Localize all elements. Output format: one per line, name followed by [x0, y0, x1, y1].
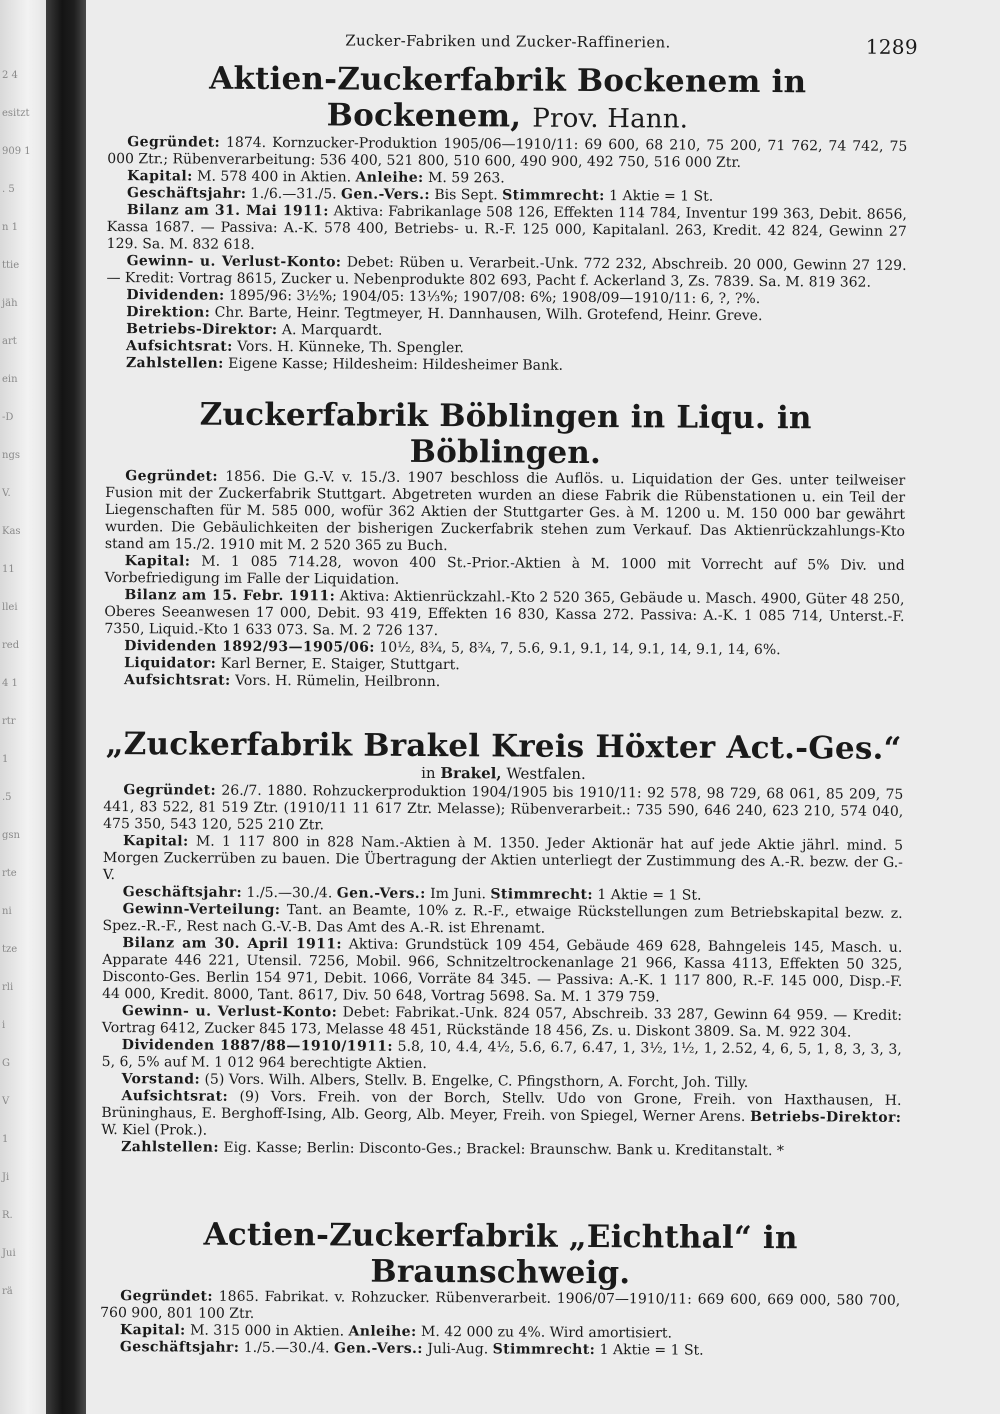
entry-paragraph — [104, 672, 904, 694]
entry-paragraph — [106, 253, 906, 292]
company-entry-brakel — [101, 726, 904, 1221]
running-head-text: Zucker-Fabriken und Zucker-Raffinerien. — [345, 31, 671, 52]
page-number: 1289 — [865, 34, 918, 59]
field-value: M. 578 400 in Aktien. — [197, 168, 352, 186]
facing-page-fragment: . 5 — [2, 184, 15, 195]
field-key: Dividenden 1887/88—1910/1911: — [121, 1037, 394, 1055]
subtitle-town: Brakel, — [440, 764, 502, 783]
field-key: Liquidator: — [124, 655, 217, 672]
company-entry-eichthal — [100, 1216, 901, 1359]
facing-page-fragment: tze — [2, 944, 18, 955]
field-key: Direktion: — [126, 304, 211, 321]
field-value: Debet: Rüben u. Verarbeit.-Unk. 772 232, Abschreib. 20 000, Gewinn 27 129. — Kredit: Vortrag 8615, Zucker u. Nebenprodukte 802 693, Pacht f. Ackerland 3, Zs. 7839. Sa. M. 819 362. — [106, 254, 907, 291]
field-value: Eig. Kasse; Berlin: Disconto-Ges.; Brackel: Braunschw. Bank u. Kreditanstalt. * — [223, 1139, 784, 1160]
entry-title-suffix: Prov. Hann. — [532, 103, 689, 135]
field-key: Aufsichtsrat: — [126, 338, 233, 355]
field-key: Stimmrecht: — [492, 1341, 596, 1359]
field-key: Aufsichtsrat: — [123, 672, 231, 689]
company-entry-boeblingen — [104, 396, 906, 731]
field-value: Aktiva: Aktienrückzahl.-Kto 2 520 365, Gebäude u. Masch. 4900, Güter 48 250, Oberes Seeanwesen 17 000, Debit. 93 419, Effekten 16 830, Kassa 272. Passiva: A.-K. 1 085 714, Unterst.-F. 7350, Liquid.-Kto 1 633 073. Sa. M. 2 726 137. — [104, 588, 905, 640]
field-key: Geschäftsjahr: — [126, 185, 247, 202]
field-key: Bilanz am 30. April 1911: — [122, 935, 343, 953]
facing-page-fragment: ni — [2, 906, 12, 917]
entry-paragraph — [100, 1288, 900, 1327]
field-value: 1874. Kornzucker-Produktion 1905/06—1910/11: 69 600, 68 210, 75 200, 71 762, 74 742, 75 000 Ztr.; Rübenverarbeitung: 536 400, 521 800, 510 600, 490 900, 492 750, 516 000 Ztr. — [107, 134, 908, 171]
entry-title — [105, 396, 905, 473]
entry-paragraph — [102, 901, 902, 940]
field-key: Betriebs-Direktor: — [750, 1108, 902, 1126]
field-key: Gen.-Vers.: — [336, 885, 426, 902]
facing-page-fragment: .5 — [2, 792, 12, 803]
facing-page-fragment: llei — [2, 602, 18, 613]
field-value: Debet: Fabrikat.-Unk. 824 057, Abschreib. 33 287, Gewinn 64 959. — Kredit: Vortrag 6412, Zucker 845 173, Melasse 48 451, Rückstände 18 456, Zs. u. Diskont 3809. Sa. M. 922 304. — [101, 1004, 903, 1041]
field-key: Gegründet: — [127, 134, 221, 151]
facing-page-fragment: red — [2, 640, 20, 651]
field-key: Gewinn- u. Verlust-Konto: — [121, 1003, 338, 1021]
field-value: A. Marquardt. — [281, 322, 383, 339]
field-value: M. 1 117 800 in 828 Nam.-Aktien à M. 1350. Jeder Aktionär hat auf jede Aktie jährl. mind. 5 Morgen Zuckerrüben zu bauen. Die Übertragung der Aktien unterliegt der Zustimmung des A.-R. bezw. der G.-V. — [102, 833, 904, 884]
field-value: Aktiva: Grundstück 109 454, Gebäude 469 628, Bahngeleis 145, Masch. u. Apparate 446 221, Utensil. 7256, Mobil. 966, Schnitzeltrockenanlage 21 966, Kassa 4113, Effekten 50 325, Disconto-Ges. Berlin 154 971, Debit. 1066, Vorräte 84 345. — Passiva: A.-K. 1 117 800, R.-F. 145 000, Disp.-F. 44 000, Kredit. 8000, Tant. 8617, Div. 50 648, Vortrag 5698. Sa. M. 1 379 759. — [102, 936, 903, 1006]
facing-page-fragment: V. — [2, 488, 11, 499]
field-value: 1./5.—30./4. — [246, 884, 333, 902]
entry-paragraph — [107, 202, 907, 258]
field-value: M. 315 000 in Aktien. — [190, 1322, 345, 1340]
field-key: Geschäftsjahr: — [119, 1339, 240, 1356]
field-value: Eigene Kasse; Hildesheim: Hildesheimer Bank. — [228, 355, 564, 374]
field-value: W. Kiel (Prok.). — [101, 1121, 208, 1139]
field-value: Tant. an Beamte, 10% z. R.-F., etwaige Rückstellungen zum Betriebskapital bezw. z. Spez.-R.-F., Rest nach G.-V.-B. Das Amt des A.-R. ist Ehrenamt. — [102, 902, 903, 937]
entry-paragraph — [105, 553, 905, 592]
facing-page-fragment: 1 — [2, 754, 9, 765]
entry-title — [104, 726, 904, 767]
entry-paragraph — [102, 935, 902, 1008]
entry-title-text: Aktien-Zuckerfabrik Bockenem in Bockenem, — [209, 60, 807, 135]
entry-paragraph — [101, 1088, 901, 1144]
facing-page-fragment: ttie — [2, 260, 20, 271]
facing-page-fragment: 4 1 — [2, 678, 18, 689]
field-value: 26./7. 1880. Rohzuckerproduktion 1904/1905 bis 1910/11: 92 578, 98 729, 68 061, 85 209, 75 441, 83 522, 81 519 Ztr. (1910/11 11 617 Ztr. Melasse); Rübenverarbeit.: 735 590, 646 240, 623 210, 574 040, 475 350, 543 120, 525 210 Ztr. — [103, 782, 904, 834]
field-key: Geschäftsjahr: — [122, 884, 243, 901]
field-key: Vorstand: — [121, 1071, 201, 1088]
field-value: Karl Berner, E. Staiger, Stuttgart. — [220, 655, 460, 674]
facing-page-fragment: n 1 — [2, 222, 18, 233]
facing-page-fragment: 1 — [2, 1134, 9, 1145]
field-key: Gen.-Vers.: — [333, 1340, 423, 1357]
entry-title — [107, 60, 907, 139]
facing-page-fragment: 909 1 — [2, 146, 31, 157]
field-value: 5.8, 10, 4.4, 4½, 5.6, 6.7, 6.47, 1, 3½, 1½, 1, 2.52, 4, 6, 5, 1, 8, 3, 3, 3, 5, 6, 5% auf M. 1 012 964 berechtigte Aktien. — [101, 1038, 902, 1072]
subtitle-prefix: in — [421, 763, 436, 783]
facing-page-fragment: rtr — [2, 716, 16, 727]
field-key: Kapital: — [120, 1322, 186, 1339]
facing-page-fragment: rä — [2, 1286, 13, 1297]
field-value: 1 Aktie = 1 St. — [597, 887, 702, 904]
facing-page-fragment: Ji — [2, 1172, 10, 1183]
facing-page-fragment: i — [2, 1020, 6, 1031]
facing-page-fragment: Kas — [2, 526, 21, 537]
company-entry-bockenem — [106, 60, 908, 401]
facing-page-fragment: G — [2, 1058, 10, 1069]
entry-paragraph — [100, 1339, 900, 1361]
entry-paragraph — [101, 1139, 901, 1161]
facing-page-edge — [0, 0, 46, 1414]
field-value: M. 59 263. — [428, 169, 505, 187]
field-value: 10½, 8¾, 5, 8¾, 7, 5.6, 9.1, 9.1, 14, 9.1, 14, 9.1, 14, 6%. — [379, 639, 781, 659]
entry-title-text: Zuckerfabrik Böblingen in Liqu. in Böblingen. — [199, 396, 812, 472]
field-key: Gewinn-Verteilung: — [122, 901, 281, 919]
facing-page-fragment: rli — [2, 982, 14, 993]
field-value: 1895/96: 3½%; 1904/05: 13⅓%; 1907/08: 6%; 1908/09—1910/11: 6, ?, ?%. — [229, 287, 761, 307]
running-head — [108, 30, 918, 65]
book-gutter — [46, 0, 86, 1414]
field-key: Gegründet: — [125, 468, 219, 485]
facing-page-fragment: art — [2, 336, 17, 347]
field-value: 1856. Die G.-V. v. 15./3. 1907 beschloss die Auflös. u. Liquidation der Ges. unter teilweiser Fusion mit der Zuckerfabrik Stuttgart. Abgetreten wurden an diese Fabrik die Rübenstationen u. ein Teil der Liegenschaften für M. 585 000, wofür 362 Aktien der Stuttgarter Ges. à M. 1200 u. M. 150 000 bar gewährt wurden. Die Gebäulichkeiten der bisherigen Zuckerfabrik stehen zum Verkauf. Das Aktienrückzahlungs-Kto stand am 15./2. 1910 mit M. 2 520 365 zu Buch. — [104, 468, 906, 555]
entry-paragraph — [104, 587, 904, 643]
facing-page-fragment: ngs — [2, 450, 20, 461]
field-key: Betriebs-Direktor: — [126, 321, 278, 339]
entry-paragraph — [107, 134, 907, 173]
field-key: Gewinn- u. Verlust-Konto: — [126, 253, 342, 271]
entry-paragraph — [103, 782, 903, 838]
entry-paragraph — [106, 355, 906, 377]
facing-page-fragment: gsn — [2, 830, 20, 841]
field-value: Aktiva: Fabrikanlage 508 126, Effekten 114 784, Inventur 199 363, Debit. 8656, Kassa 1687. — Passiva: A.-K. 578 400, Betriebs- u. R.-F. 125 000, Kapitalanl. 263, Kredit. 42 824, Gewinn 27 129. Sa. M. 832 618. — [106, 203, 907, 253]
field-value: 1 Aktie = 1 St. — [599, 1342, 704, 1359]
field-value: 1865. Fabrikat. v. Rohzucker. Rübenverarbeit. 1906/07—1910/11: 669 600, 669 000, 580 700, 760 900, 801 100 Ztr. — [100, 1288, 901, 1322]
field-key: Aufsichtsrat: — [121, 1088, 229, 1105]
entry-paragraph — [105, 468, 906, 558]
field-value: (5) Vors. Wilh. Albers, Stellv. B. Engelke, C. Pfingsthorn, A. Forcht, Joh. Tilly. — [204, 1071, 749, 1091]
field-key: Gegründet: — [123, 782, 217, 799]
field-key: Kapital: — [127, 168, 193, 185]
facing-page-fragment: ein — [2, 374, 18, 385]
field-value: Bis Sept. — [434, 186, 498, 204]
field-key: Stimmrecht: — [490, 886, 594, 903]
field-value: Juli-Aug. — [427, 1340, 489, 1358]
entry-paragraph — [102, 1037, 902, 1076]
facing-page-fragment: esitzt — [2, 108, 30, 119]
field-key: Stimmrecht: — [502, 187, 605, 205]
field-key: Gegründet: — [120, 1288, 214, 1305]
field-value: Vors. H. Rümelin, Heilbronn. — [235, 672, 441, 691]
field-key: Bilanz am 31. Mai 1911: — [126, 202, 329, 220]
field-key: Zahlstellen: — [125, 355, 224, 372]
field-value: 1./5.—30./4. — [243, 1339, 330, 1357]
field-key: Gen.-Vers.: — [340, 186, 431, 203]
facing-page-fragment: R. — [2, 1210, 13, 1221]
facing-page-fragment: -D — [2, 412, 14, 423]
field-value: 1 Aktie = 1 St. — [609, 188, 714, 205]
field-key: Anleihe: — [348, 1323, 417, 1340]
field-key: Kapital: — [124, 553, 191, 570]
field-value: Vors. H. Künneke, Th. Spengler. — [237, 338, 464, 357]
entry-title-text: „Zuckerfabrik Brakel Kreis Höxter Act.-Ges.“ — [105, 725, 902, 767]
facing-page-fragment: jäh — [2, 298, 18, 309]
field-key: Dividenden 1892/93—1905/06: — [124, 638, 375, 656]
field-key: Kapital: — [122, 833, 189, 850]
field-value: 1./6.—31./5. — [250, 185, 337, 203]
field-value: Chr. Barte, Heinr. Tegtmeyer, H. Dannhausen, Wilh. Grotefend, Heinr. Greve. — [214, 304, 763, 325]
field-value: Im Juni. — [430, 885, 487, 903]
facing-page-fragment: rte — [2, 868, 17, 879]
entry-paragraph — [102, 1003, 902, 1042]
entry-title-text: Actien-Zuckerfabrik „Eichthal“ in Braunschweig. — [203, 1216, 798, 1292]
field-key: Dividenden: — [126, 287, 225, 304]
document-page — [100, 30, 918, 1359]
entry-title — [100, 1216, 900, 1293]
facing-page-fragment: 11 — [2, 564, 15, 575]
field-key: Anleihe: — [355, 169, 424, 186]
entry-paragraph — [103, 833, 903, 889]
facing-page-fragment: V — [2, 1096, 10, 1107]
field-key: Zahlstellen: — [121, 1139, 219, 1156]
subtitle-region: Westfalen. — [506, 764, 586, 783]
facing-page-fragment: Jui — [2, 1248, 16, 1259]
field-value: (9) Vors. Freih. von der Borch, Stellv. Udo von Grone, Freih. von Haxthausen, H. Brüninghaus, E. Berghoff-Ising, Alb. Georg, Alb. Meyer, Freih. von Spiegel, Werner Arens. — [101, 1088, 902, 1125]
field-key: Bilanz am 15. Febr. 1911: — [124, 587, 336, 605]
facing-page-fragment: 2 4 — [2, 70, 18, 81]
field-value: M. 42 000 zu 4%. Wird amortisiert. — [420, 1323, 672, 1342]
field-value: M. 1 085 714.28, wovon 400 St.-Prior.-Aktien à M. 1000 mit Vorrecht auf 5% Div. und Vorbefriedigung im Falle der Liquidation. — [104, 553, 905, 588]
